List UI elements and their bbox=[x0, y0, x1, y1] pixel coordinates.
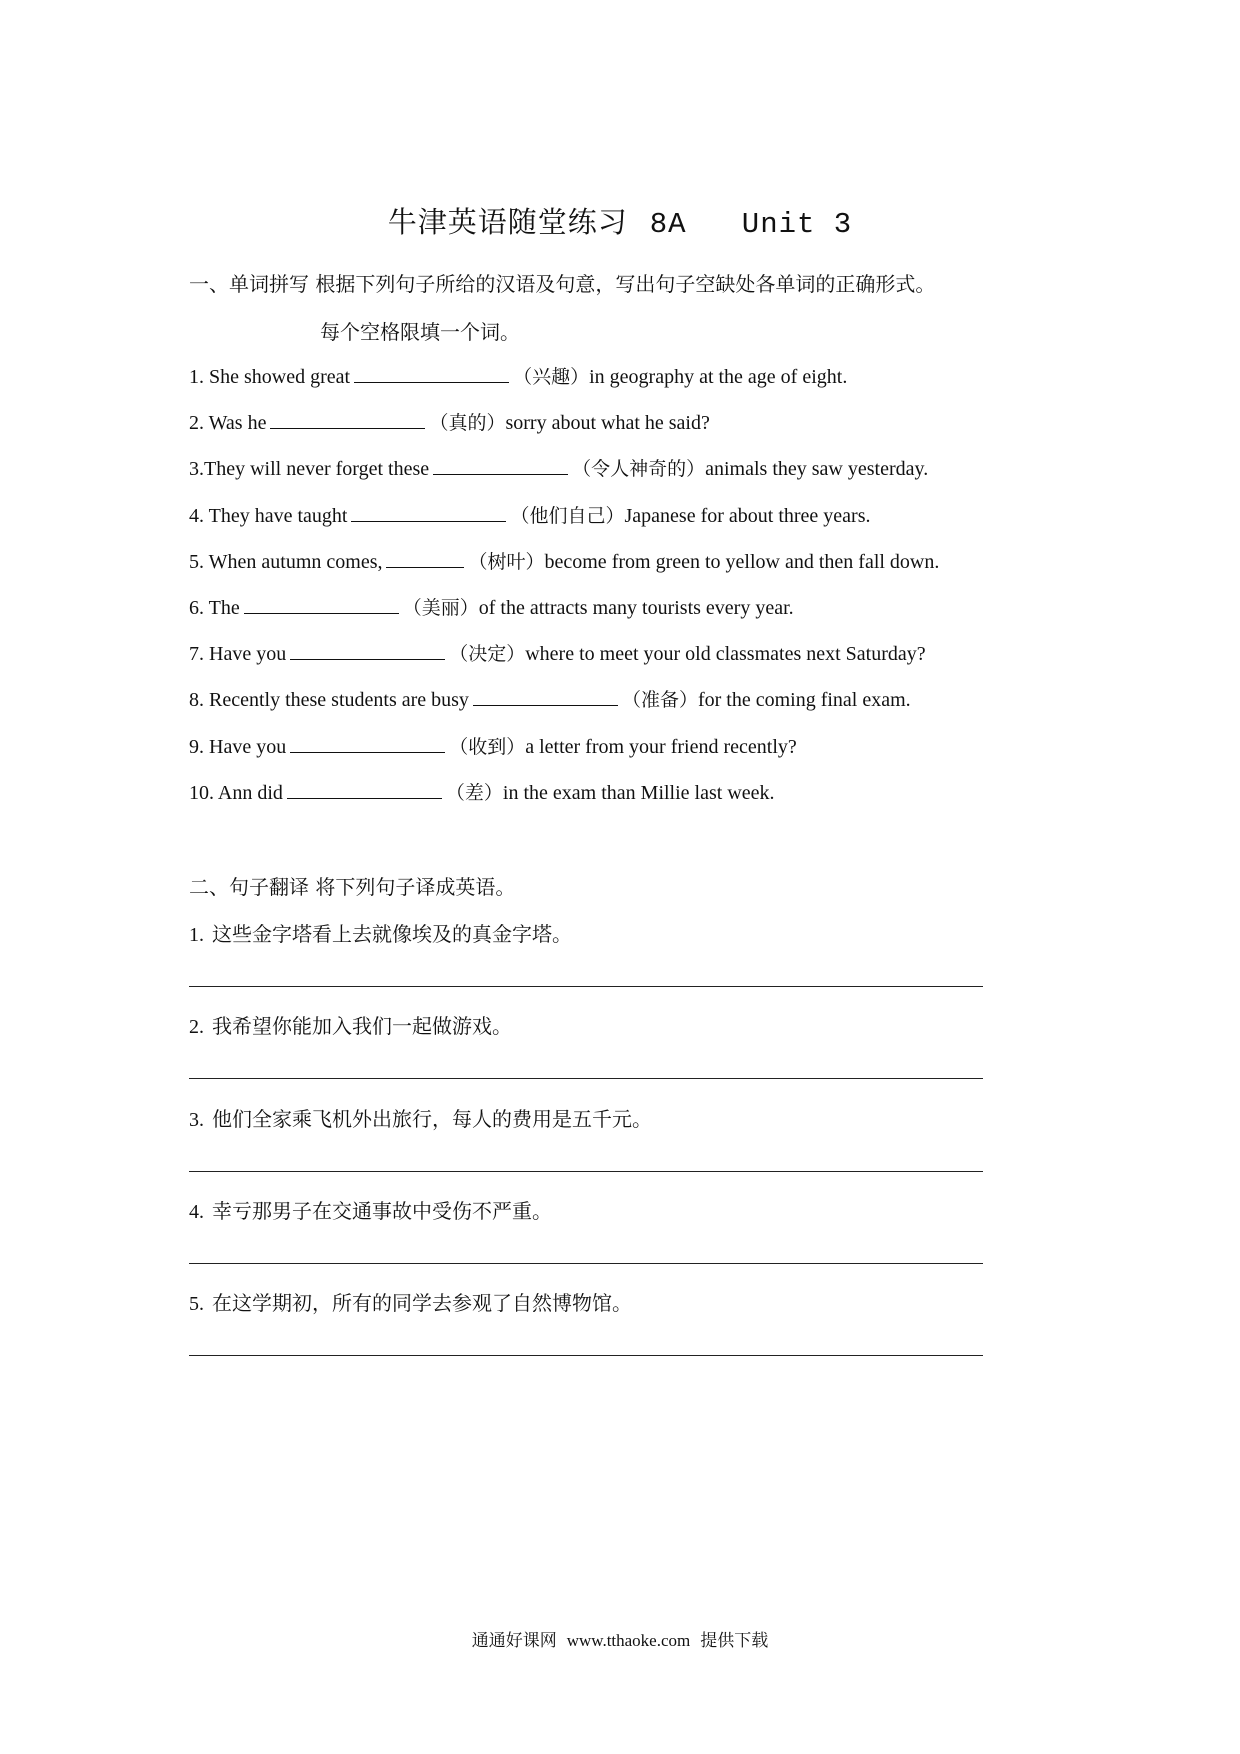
item-text-before: 3.They will never forget these bbox=[189, 458, 430, 481]
fill-in-item bbox=[189, 454, 928, 481]
fill-in-item bbox=[189, 547, 939, 574]
answer-blank[interactable] bbox=[290, 641, 445, 660]
fill-in-item bbox=[189, 408, 710, 435]
translation-item bbox=[189, 1010, 512, 1039]
answer-line[interactable] bbox=[189, 1263, 983, 1264]
chinese-hint: （收到） bbox=[449, 735, 526, 758]
fill-in-item bbox=[189, 639, 926, 666]
fill-in-item bbox=[189, 732, 797, 759]
chinese-sentence: 我希望你能加入我们一起做游戏。 bbox=[212, 1014, 512, 1039]
item-text-after: where to meet your old classmates next Saturday? bbox=[525, 643, 926, 666]
answer-line[interactable] bbox=[189, 1078, 983, 1079]
translation-item bbox=[189, 1195, 552, 1224]
translation-item bbox=[189, 1103, 652, 1132]
item-text-before: 9. Have you bbox=[189, 735, 287, 758]
item-number: 3. bbox=[189, 1108, 204, 1131]
footer-site-name: 通通好课网 bbox=[471, 1631, 557, 1651]
item-number: 5. bbox=[189, 1293, 204, 1316]
item-text-after: sorry about what he said? bbox=[505, 412, 710, 435]
footer bbox=[0, 1626, 1240, 1651]
answer-blank[interactable] bbox=[290, 734, 445, 753]
item-text-after: of the attracts many tourists every year. bbox=[478, 597, 794, 619]
chinese-sentence: 幸亏那男子在交通事故中受伤不严重。 bbox=[212, 1198, 552, 1223]
page-title bbox=[0, 200, 1240, 241]
item-number: 1. bbox=[189, 924, 204, 946]
answer-blank[interactable] bbox=[287, 780, 442, 799]
chinese-hint: （真的） bbox=[429, 412, 506, 435]
answer-line[interactable] bbox=[189, 986, 983, 987]
title-cn: 牛津英语随堂练习 bbox=[387, 205, 628, 239]
section2-heading: 二、句子翻译 将下列句子译成英语。 bbox=[189, 875, 516, 899]
item-text-after: become from green to yellow and then fall down. bbox=[544, 550, 940, 573]
chinese-sentence: 在这学期初，所有的同学去参观了自然博物馆。 bbox=[212, 1291, 632, 1316]
chinese-hint: （差） bbox=[445, 781, 503, 804]
item-text-before: 5. When autumn comes, bbox=[189, 550, 383, 573]
fill-in-item bbox=[189, 362, 847, 389]
item-text-before: 1. She showed great bbox=[189, 366, 351, 388]
chinese-hint: （准备） bbox=[621, 689, 698, 712]
chinese-hint: （美丽） bbox=[402, 597, 479, 619]
fill-in-item bbox=[189, 778, 775, 805]
item-text-after: in geography at the age of eight. bbox=[589, 366, 848, 388]
answer-blank[interactable] bbox=[386, 549, 464, 568]
item-text-after: for the coming final exam. bbox=[697, 689, 911, 712]
footer-download-text: 提供下载 bbox=[700, 1631, 769, 1651]
chinese-sentence: 这些金字塔看上去就像埃及的真金字塔。 bbox=[212, 922, 572, 946]
answer-line[interactable] bbox=[189, 1171, 983, 1172]
item-text-before: 4. They have taught bbox=[189, 504, 348, 527]
item-text-before: 10. Ann did bbox=[189, 781, 283, 804]
answer-blank[interactable] bbox=[473, 687, 618, 706]
fill-in-item bbox=[189, 501, 871, 528]
translation-item bbox=[189, 918, 572, 947]
answer-blank[interactable] bbox=[270, 410, 425, 429]
item-number: 2. bbox=[189, 1016, 204, 1039]
answer-blank[interactable] bbox=[351, 503, 506, 522]
chinese-sentence: 他们全家乘飞机外出旅行，每人的费用是五千元。 bbox=[212, 1106, 652, 1131]
item-text-after: Japanese for about three years. bbox=[624, 504, 871, 527]
item-text-after: a letter from your friend recently? bbox=[525, 735, 797, 758]
item-text-before: 7. Have you bbox=[189, 643, 287, 666]
footer-url[interactable]: www.tthaoke.com bbox=[566, 1631, 691, 1650]
item-text-before: 6. The bbox=[189, 597, 240, 619]
chinese-hint: （决定） bbox=[449, 643, 526, 666]
chinese-hint: （树叶） bbox=[468, 550, 545, 573]
fill-in-item bbox=[189, 593, 794, 620]
item-number: 4. bbox=[189, 1200, 204, 1223]
item-text-before: 8. Recently these students are busy bbox=[189, 689, 469, 712]
answer-blank[interactable] bbox=[433, 456, 568, 475]
item-text-before: 2. Was he bbox=[189, 412, 267, 435]
answer-blank[interactable] bbox=[244, 595, 399, 614]
chinese-hint: （兴趣） bbox=[513, 366, 590, 388]
section1-heading: 一、单词拼写 根据下列句子所给的汉语及句意，写出句子空缺处各单词的正确形式。 bbox=[189, 272, 936, 296]
chinese-hint: （令人神奇的） bbox=[572, 458, 706, 481]
section1-note: 每个空格限填一个词。 bbox=[320, 320, 520, 344]
item-text-after: animals they saw yesterday. bbox=[705, 458, 929, 481]
chinese-hint: （他们自己） bbox=[510, 504, 625, 527]
title-en: 8A Unit 3 bbox=[649, 208, 853, 241]
answer-blank[interactable] bbox=[354, 364, 509, 383]
fill-in-item bbox=[189, 685, 911, 712]
item-text-after: in the exam than Millie last week. bbox=[502, 781, 775, 804]
translation-item bbox=[189, 1287, 632, 1316]
answer-line[interactable] bbox=[189, 1355, 983, 1356]
